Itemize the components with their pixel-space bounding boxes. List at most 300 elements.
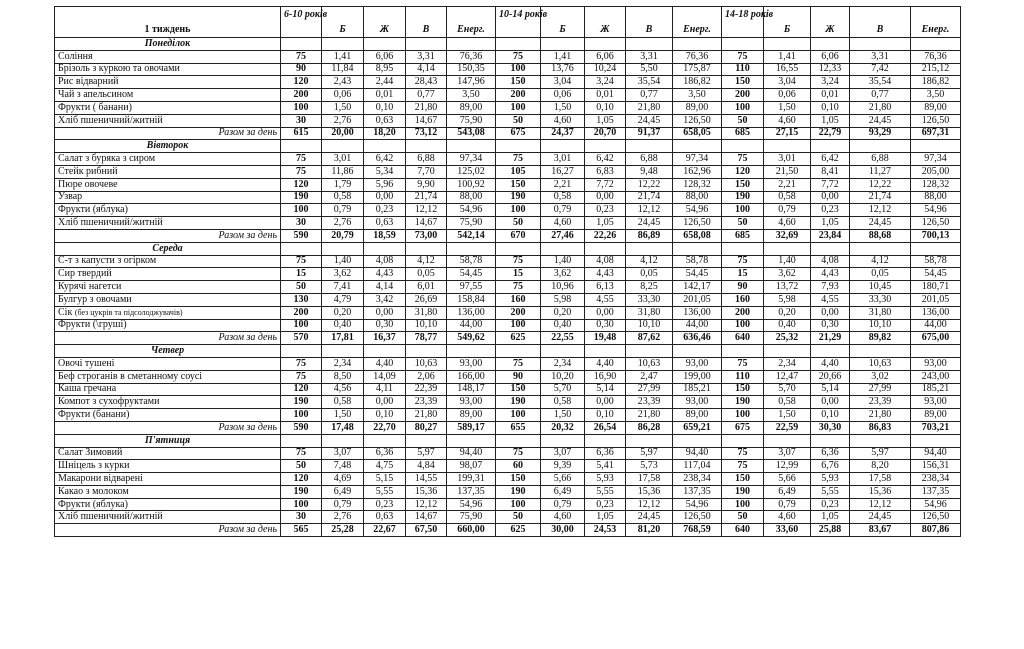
value-cell: 0,00 — [585, 191, 626, 204]
value-cell: 23,39 — [850, 396, 911, 409]
dish-name: Хліб пшеничний/житній — [58, 511, 163, 523]
value-cell: 2,76 — [322, 511, 364, 524]
empty-cell — [281, 434, 322, 447]
value-cell: 0,00 — [585, 396, 626, 409]
value-cell: 12,12 — [626, 498, 673, 511]
dish-name: Компот з сухофруктами — [58, 396, 160, 408]
nutrient-header: Енерг. — [673, 7, 722, 38]
nutrient-header: Ж — [364, 7, 406, 38]
value-cell: 89,00 — [673, 101, 722, 114]
empty-cell — [447, 345, 496, 358]
value-cell: 137,35 — [447, 485, 496, 498]
value-cell: 4,11 — [364, 383, 406, 396]
value-cell: 4,60 — [541, 114, 585, 127]
empty-cell — [722, 38, 764, 51]
value-cell: 0,58 — [764, 191, 811, 204]
value-cell: 2,06 — [406, 370, 447, 383]
value-cell: 4,12 — [626, 255, 673, 268]
value-cell: 3,42 — [364, 293, 406, 306]
value-cell: 1,50 — [764, 409, 811, 422]
dish-name: Булгур з овочами — [58, 293, 132, 305]
value-cell: 100,92 — [447, 178, 496, 191]
dish-name: Салат Зимовий — [58, 447, 123, 459]
total-label: Разом за день — [55, 332, 281, 345]
day-total-row — [55, 421, 961, 434]
dish-row — [55, 306, 961, 319]
value-cell: 8,20 — [850, 460, 911, 473]
value-cell: 2,43 — [322, 76, 364, 89]
portion-cell: 200 — [722, 306, 764, 319]
nutrient-header: В — [406, 7, 447, 38]
value-cell: 3,02 — [850, 370, 911, 383]
dish-name-cell — [55, 204, 281, 217]
dish-row — [55, 396, 961, 409]
value-cell: 12,33 — [811, 63, 850, 76]
empty-cell — [626, 434, 673, 447]
empty-cell — [764, 345, 811, 358]
empty-cell — [850, 434, 911, 447]
portion-cell: 75 — [281, 447, 322, 460]
value-cell: 6,83 — [585, 165, 626, 178]
value-cell: 3,04 — [541, 76, 585, 89]
value-cell: 10,63 — [406, 357, 447, 370]
portion-cell: 150 — [722, 76, 764, 89]
value-cell: 0,00 — [364, 191, 406, 204]
dish-name: Какао з молоком — [58, 485, 129, 497]
value-cell: 89,00 — [911, 101, 961, 114]
value-cell: 205,00 — [911, 165, 961, 178]
value-cell: 21,50 — [764, 165, 811, 178]
value-cell: 238,34 — [911, 473, 961, 486]
total-value: 73,00 — [406, 229, 447, 242]
value-cell: 31,80 — [406, 306, 447, 319]
value-cell: 58,78 — [447, 255, 496, 268]
value-cell: 97,34 — [447, 153, 496, 166]
total-value: 87,62 — [626, 332, 673, 345]
dish-name-cell — [55, 460, 281, 473]
value-cell: 94,40 — [673, 447, 722, 460]
empty-cell — [406, 38, 447, 51]
value-cell: 97,55 — [447, 281, 496, 294]
empty-cell — [541, 434, 585, 447]
value-cell: 126,50 — [673, 114, 722, 127]
total-value: 89,82 — [850, 332, 911, 345]
value-cell: 5,97 — [850, 447, 911, 460]
value-cell: 1,50 — [322, 101, 364, 114]
value-cell: 1,79 — [322, 178, 364, 191]
value-cell: 4,69 — [322, 473, 364, 486]
portion-cell: 105 — [496, 165, 541, 178]
day-row — [55, 345, 961, 358]
day-row — [55, 242, 961, 255]
empty-cell — [585, 345, 626, 358]
value-cell: 1,40 — [764, 255, 811, 268]
total-value: 615 — [281, 127, 322, 140]
portion-cell: 100 — [722, 409, 764, 422]
value-cell: 5,97 — [406, 447, 447, 460]
value-cell: 2,76 — [322, 114, 364, 127]
portion-cell: 100 — [722, 101, 764, 114]
value-cell: 0,05 — [850, 268, 911, 281]
total-value: 807,86 — [911, 524, 961, 537]
dish-row — [55, 217, 961, 230]
value-cell: 0,79 — [541, 498, 585, 511]
total-value: 81,20 — [626, 524, 673, 537]
value-cell: 238,34 — [673, 473, 722, 486]
empty-cell — [722, 140, 764, 153]
total-value: 18,59 — [364, 229, 406, 242]
total-value: 685 — [722, 127, 764, 140]
portion-cell: 75 — [722, 447, 764, 460]
total-value: 88,68 — [850, 229, 911, 242]
dish-name: Фрукти (\груші) — [58, 319, 127, 331]
total-value: 67,50 — [406, 524, 447, 537]
nutrient-header: В — [626, 7, 673, 38]
empty-cell — [447, 242, 496, 255]
dish-row — [55, 498, 961, 511]
dish-name: Фрукти (яблука) — [58, 498, 128, 510]
value-cell: 21,74 — [850, 191, 911, 204]
value-cell: 17,58 — [850, 473, 911, 486]
dish-name: Фрукти (яблука) — [58, 204, 128, 216]
total-value: 670 — [496, 229, 541, 242]
total-value: 20,00 — [322, 127, 364, 140]
value-cell: 147,96 — [447, 76, 496, 89]
value-cell: 16,90 — [585, 370, 626, 383]
portion-cell: 15 — [722, 268, 764, 281]
total-value: 658,08 — [673, 229, 722, 242]
nutrient-header: Енерг. — [911, 7, 961, 38]
value-cell: 0,77 — [406, 89, 447, 102]
value-cell: 6,13 — [585, 281, 626, 294]
dish-row — [55, 204, 961, 217]
empty-cell — [496, 38, 541, 51]
value-cell: 186,82 — [911, 76, 961, 89]
empty-cell — [364, 345, 406, 358]
total-value: 17,48 — [322, 421, 364, 434]
portion-cell: 100 — [722, 498, 764, 511]
day-name: Четвер — [55, 345, 281, 358]
dish-name: Рис відварний — [58, 76, 119, 88]
dish-name-cell — [55, 485, 281, 498]
value-cell: 97,34 — [911, 153, 961, 166]
empty-cell — [496, 434, 541, 447]
value-cell: 3,62 — [764, 268, 811, 281]
value-cell: 4,75 — [364, 460, 406, 473]
value-cell: 15,36 — [406, 485, 447, 498]
total-value: 703,21 — [911, 421, 961, 434]
dish-name: С-т з капусти з огірком — [58, 255, 157, 267]
value-cell: 0,00 — [585, 306, 626, 319]
value-cell: 7,42 — [850, 63, 911, 76]
empty-cell — [626, 242, 673, 255]
value-cell: 93,00 — [673, 357, 722, 370]
empty-cell — [911, 434, 961, 447]
portion-cell: 190 — [722, 485, 764, 498]
value-cell: 126,50 — [911, 511, 961, 524]
value-cell: 175,87 — [673, 63, 722, 76]
total-value: 636,46 — [673, 332, 722, 345]
value-cell: 126,50 — [911, 114, 961, 127]
value-cell: 0,77 — [850, 89, 911, 102]
value-cell: 0,01 — [364, 89, 406, 102]
total-value: 30,30 — [811, 421, 850, 434]
empty-cell — [406, 434, 447, 447]
empty-cell — [764, 38, 811, 51]
value-cell: 54,96 — [911, 204, 961, 217]
value-cell: 26,69 — [406, 293, 447, 306]
value-cell: 0,10 — [585, 101, 626, 114]
value-cell: 5,66 — [541, 473, 585, 486]
value-cell: 150,35 — [447, 63, 496, 76]
total-value: 768,59 — [673, 524, 722, 537]
value-cell: 1,05 — [585, 217, 626, 230]
portion-cell: 100 — [281, 498, 322, 511]
value-cell: 4,79 — [322, 293, 364, 306]
value-cell: 5,66 — [764, 473, 811, 486]
value-cell: 1,40 — [541, 255, 585, 268]
portion-cell: 150 — [722, 178, 764, 191]
dish-name-cell — [55, 447, 281, 460]
portion-cell: 190 — [281, 191, 322, 204]
weekly-menu-table — [54, 6, 961, 537]
value-cell: 6,06 — [585, 50, 626, 63]
value-cell: 5,55 — [811, 485, 850, 498]
total-label: Разом за день — [55, 421, 281, 434]
portion-cell: 50 — [281, 460, 322, 473]
dish-name: Макарони відварені — [58, 472, 143, 484]
value-cell: 0,06 — [541, 89, 585, 102]
value-cell: 3,07 — [541, 447, 585, 460]
value-cell: 5,98 — [764, 293, 811, 306]
value-cell: 89,00 — [447, 101, 496, 114]
empty-cell — [722, 434, 764, 447]
empty-cell — [673, 345, 722, 358]
dish-name: Хліб пшеничний/житній — [58, 217, 163, 229]
value-cell: 117,04 — [673, 460, 722, 473]
dish-row — [55, 293, 961, 306]
value-cell: 24,45 — [850, 114, 911, 127]
dish-name-cell — [55, 165, 281, 178]
empty-cell — [496, 345, 541, 358]
dish-name-cell — [55, 498, 281, 511]
total-value: 22,59 — [764, 421, 811, 434]
dish-name-cell — [55, 370, 281, 383]
empty-cell — [541, 38, 585, 51]
value-cell: 3,01 — [764, 153, 811, 166]
value-cell: 3,07 — [764, 447, 811, 460]
dish-row — [55, 255, 961, 268]
total-value: 32,69 — [764, 229, 811, 242]
value-cell: 1,40 — [322, 255, 364, 268]
nutrient-header: Енерг. — [447, 7, 496, 38]
value-cell: 14,67 — [406, 217, 447, 230]
day-total-row — [55, 332, 961, 345]
nutrient-header: Б — [764, 7, 811, 38]
value-cell: 6,42 — [585, 153, 626, 166]
portion-cell: 75 — [722, 357, 764, 370]
value-cell: 5,70 — [764, 383, 811, 396]
value-cell: 185,21 — [911, 383, 961, 396]
total-value: 18,20 — [364, 127, 406, 140]
total-value: 24,37 — [541, 127, 585, 140]
portion-cell: 150 — [722, 383, 764, 396]
total-value: 549,62 — [447, 332, 496, 345]
total-value: 660,00 — [447, 524, 496, 537]
portion-cell: 200 — [496, 89, 541, 102]
value-cell: 3,31 — [850, 50, 911, 63]
value-cell: 3,24 — [811, 76, 850, 89]
dish-name-cell — [55, 114, 281, 127]
portion-cell: 50 — [722, 114, 764, 127]
value-cell: 3,50 — [447, 89, 496, 102]
empty-cell — [673, 434, 722, 447]
empty-cell — [764, 140, 811, 153]
portion-cell: 110 — [722, 370, 764, 383]
portion-cell: 120 — [281, 383, 322, 396]
dish-name: Фрукти (банани) — [58, 409, 130, 420]
portion-cell: 15 — [496, 268, 541, 281]
dish-row — [55, 511, 961, 524]
dish-name: Шніцель з курки — [58, 460, 130, 472]
portion-cell: 30 — [281, 217, 322, 230]
empty-cell — [281, 38, 322, 51]
value-cell: 5,93 — [811, 473, 850, 486]
dish-name-cell — [55, 50, 281, 63]
value-cell: 6,36 — [364, 447, 406, 460]
value-cell: 44,00 — [447, 319, 496, 332]
menu-table-body — [55, 7, 961, 537]
value-cell: 76,36 — [447, 50, 496, 63]
dish-name: Брізоль з куркою та овочами — [58, 63, 180, 75]
value-cell: 136,00 — [447, 306, 496, 319]
value-cell: 4,60 — [764, 511, 811, 524]
value-cell: 20,66 — [811, 370, 850, 383]
value-cell: 0,23 — [585, 498, 626, 511]
portion-cell: 190 — [281, 396, 322, 409]
total-value: 25,28 — [322, 524, 364, 537]
value-cell: 148,17 — [447, 383, 496, 396]
value-cell: 93,00 — [447, 396, 496, 409]
value-cell: 11,84 — [322, 63, 364, 76]
empty-cell — [322, 242, 364, 255]
value-cell: 12,12 — [850, 204, 911, 217]
value-cell: 88,00 — [911, 191, 961, 204]
day-row — [55, 140, 961, 153]
nutrient-header: Б — [322, 7, 364, 38]
value-cell: 6,76 — [811, 460, 850, 473]
portion-cell: 200 — [281, 306, 322, 319]
value-cell: 12,12 — [626, 204, 673, 217]
value-cell: 5,55 — [364, 485, 406, 498]
total-value: 73,12 — [406, 127, 447, 140]
value-cell: 97,34 — [673, 153, 722, 166]
value-cell: 24,45 — [626, 511, 673, 524]
dish-row — [55, 76, 961, 89]
value-cell: 136,00 — [911, 306, 961, 319]
value-cell: 76,36 — [673, 50, 722, 63]
dish-name-cell — [55, 306, 281, 319]
total-value: 697,31 — [911, 127, 961, 140]
total-value: 23,84 — [811, 229, 850, 242]
value-cell: 35,54 — [850, 76, 911, 89]
empty-cell — [322, 345, 364, 358]
portion-cell: 75 — [722, 460, 764, 473]
value-cell: 4,12 — [850, 255, 911, 268]
value-cell: 126,50 — [673, 511, 722, 524]
value-cell: 54,45 — [911, 268, 961, 281]
value-cell: 2,44 — [364, 76, 406, 89]
dish-row — [55, 114, 961, 127]
day-row — [55, 38, 961, 51]
value-cell: 0,77 — [626, 89, 673, 102]
value-cell: 0,79 — [764, 204, 811, 217]
portion-cell: 100 — [496, 319, 541, 332]
value-cell: 4,08 — [585, 255, 626, 268]
portion-cell: 100 — [722, 319, 764, 332]
value-cell: 5,15 — [364, 473, 406, 486]
dish-name: Пюре овочеве — [58, 178, 118, 190]
value-cell: 4,55 — [811, 293, 850, 306]
value-cell: 1,50 — [764, 101, 811, 114]
value-cell: 5,14 — [585, 383, 626, 396]
value-cell: 27,99 — [626, 383, 673, 396]
value-cell: 21,80 — [406, 101, 447, 114]
portion-cell: 120 — [281, 76, 322, 89]
portion-cell: 30 — [281, 114, 322, 127]
empty-cell — [722, 345, 764, 358]
total-value: 625 — [496, 332, 541, 345]
empty-cell — [811, 345, 850, 358]
portion-cell: 75 — [281, 255, 322, 268]
dish-name-cell — [55, 473, 281, 486]
value-cell: 2,76 — [322, 217, 364, 230]
dish-name-cell — [55, 409, 281, 422]
portion-cell: 75 — [281, 357, 322, 370]
total-value: 16,37 — [364, 332, 406, 345]
dish-row — [55, 165, 961, 178]
value-cell: 6,49 — [541, 485, 585, 498]
empty-cell — [541, 345, 585, 358]
value-cell: 4,60 — [764, 114, 811, 127]
day-name: П'ятниця — [55, 434, 281, 447]
value-cell: 1,41 — [541, 50, 585, 63]
nutrient-header: Ж — [811, 7, 850, 38]
total-value: 565 — [281, 524, 322, 537]
value-cell: 54,96 — [447, 204, 496, 217]
value-cell: 10,10 — [626, 319, 673, 332]
empty-cell — [673, 242, 722, 255]
dish-name: Узвар — [58, 191, 83, 203]
dish-row — [55, 383, 961, 396]
value-cell: 0,06 — [764, 89, 811, 102]
total-value: 675,00 — [911, 332, 961, 345]
empty-cell — [496, 140, 541, 153]
dish-name-cell — [55, 268, 281, 281]
empty-cell — [722, 242, 764, 255]
dish-name-cell — [55, 153, 281, 166]
empty-cell — [281, 140, 322, 153]
value-cell: 166,00 — [447, 370, 496, 383]
dish-row — [55, 460, 961, 473]
empty-cell — [764, 242, 811, 255]
value-cell: 2,34 — [541, 357, 585, 370]
value-cell: 21,80 — [626, 409, 673, 422]
value-cell: 93,00 — [447, 357, 496, 370]
value-cell: 0,58 — [541, 191, 585, 204]
value-cell: 12,12 — [406, 498, 447, 511]
portion-cell: 50 — [722, 511, 764, 524]
